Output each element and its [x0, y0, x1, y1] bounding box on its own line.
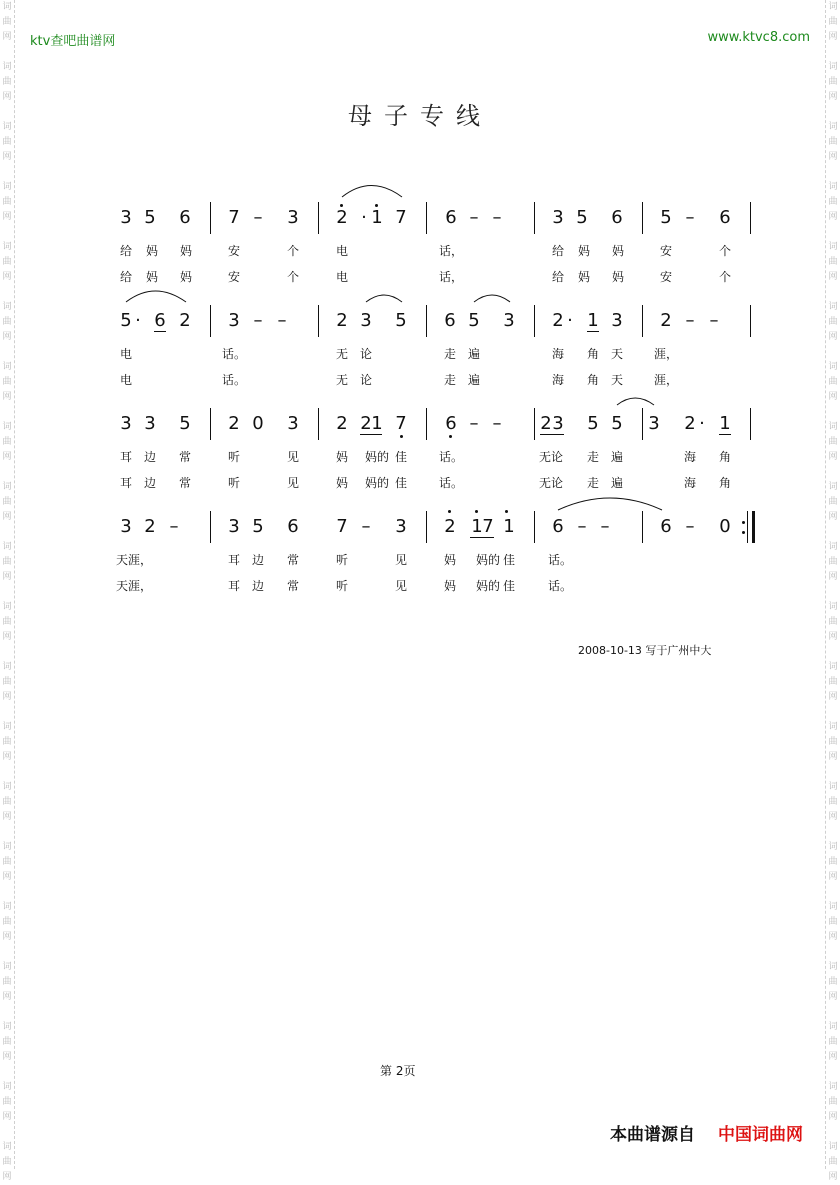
song-title: 母子专线 [348, 102, 492, 130]
lyric2-r2-8: 天 [610, 373, 624, 387]
watermark-left-14: 词 曲 网 [2, 842, 12, 882]
note-r2-7: 2 [336, 310, 348, 331]
lyric2-r4-3: 常 [286, 579, 300, 593]
lyric2-r1-4: 个 [286, 270, 300, 284]
note-r4-18: 0 [719, 516, 731, 537]
slur-row2-c [474, 295, 510, 302]
note-r4-12: 1 [503, 516, 515, 537]
note-r1-4: – [253, 207, 263, 228]
lyric1-r2-0: 电 [119, 347, 133, 361]
header-site-name: ktv查吧曲谱网 [30, 34, 116, 49]
lyric2-r2-7: 角 [586, 373, 600, 387]
lyric2-r1-6: 话， [438, 270, 464, 284]
footer-source-label: 本曲谱源自 [610, 1125, 695, 1145]
note-r2-9: 5 [395, 310, 407, 331]
note-r2-4: 3 [228, 310, 240, 331]
lyric1-r4-5: 见 [394, 553, 408, 567]
watermark-left-15: 词 曲 网 [2, 902, 12, 942]
watermark-right-2: 词 曲 网 [828, 122, 838, 162]
lyric1-r3-8: 话。 [438, 450, 464, 464]
watermark-left-17: 词 曲 网 [2, 1022, 12, 1062]
watermark-right-9: 词 曲 网 [828, 542, 838, 582]
lyric1-r1-1: 妈 [145, 244, 159, 258]
composition-note: 2008-10-13 写于广州中大 [578, 644, 712, 657]
header-site-url: www.ktvc8.com [707, 30, 810, 45]
lyric2-r3-9: 无论 [538, 476, 564, 490]
note-r2-13: 2 [552, 310, 564, 331]
watermark-left-9: 词 曲 网 [2, 542, 12, 582]
lyric2-r4-1: 耳 [227, 579, 241, 593]
lyric2-r3-12: 海 [683, 476, 697, 490]
lyric2-r1-11: 个 [718, 270, 732, 284]
watermark-right-13: 词 曲 网 [828, 782, 838, 822]
note-r3-18: 2 [684, 413, 696, 434]
note-r4-6: 7 [336, 516, 348, 537]
watermark-left-13: 词 曲 网 [2, 782, 12, 822]
watermark-right-0: 词 曲 网 [828, 2, 838, 42]
lyric2-r4-2: 边 [251, 579, 265, 593]
lyric2-r3-3: 听 [227, 476, 241, 490]
note-r1-10: 6 [445, 207, 457, 228]
watermark-left-6: 词 曲 网 [2, 362, 12, 402]
note-r1-14: 5 [576, 207, 588, 228]
watermark-right-8: 词 曲 网 [828, 482, 838, 522]
lyric1-r2-8: 天 [610, 347, 624, 361]
note-r1-11: – [469, 207, 479, 228]
lyric1-r1-6: 话， [438, 244, 464, 258]
watermark-right-18: 词 曲 网 [828, 1082, 838, 1122]
lyric1-r1-5: 电 [335, 244, 349, 258]
note-r4-2: – [169, 516, 179, 537]
slur-row2-a [126, 291, 186, 302]
note-r3-3: 2 [228, 413, 240, 434]
watermark-left-10: 词 曲 网 [2, 602, 12, 642]
watermark-left-1: 词 曲 网 [2, 62, 12, 102]
note-r3-1: 3 [144, 413, 156, 434]
lyric2-r3-11: 遍 [610, 476, 624, 490]
note-r1-17: – [685, 207, 695, 228]
note-r2-8: 3 [360, 310, 372, 331]
lyric2-r4-6: 妈 [443, 579, 457, 593]
slur-row4 [558, 498, 662, 510]
lyric2-r3-5: 妈 [335, 476, 349, 490]
watermark-left-3: 词 曲 网 [2, 182, 12, 222]
watermark-right-4: 词 曲 网 [828, 242, 838, 282]
lyric1-r2-6: 海 [551, 347, 565, 361]
lyric2-r4-8: 佳 [502, 579, 516, 593]
watermark-left-18: 词 曲 网 [2, 1082, 12, 1122]
watermark-left-8: 词 曲 网 [2, 482, 12, 522]
note-r3-20: 1 [719, 413, 731, 434]
lyric1-r3-12: 海 [683, 450, 697, 464]
lyric2-r2-9: 涯， [653, 373, 679, 387]
lyric1-r4-6: 妈 [443, 553, 457, 567]
lyric1-r1-7: 给 [551, 244, 565, 258]
note-r1-1: 5 [144, 207, 156, 228]
lyric2-r2-4: 走 [443, 373, 457, 387]
watermark-left-4: 词 曲 网 [2, 242, 12, 282]
lyric1-r4-1: 耳 [227, 553, 241, 567]
note-r1-15: 6 [611, 207, 623, 228]
lyric1-r1-10: 安 [659, 244, 673, 258]
lyric1-r1-11: 个 [718, 244, 732, 258]
lyric1-r2-5: 遍 [467, 347, 481, 361]
lyric2-r2-0: 电 [119, 373, 133, 387]
lyric2-r3-2: 常 [178, 476, 192, 490]
note-r3-19: · [699, 413, 705, 434]
note-r2-2: 6 [154, 310, 166, 331]
lyric1-r1-4: 个 [286, 244, 300, 258]
lyric2-r1-0: 给 [119, 270, 133, 284]
lyric1-r2-2: 无 [335, 347, 349, 361]
note-r1-13: 3 [552, 207, 564, 228]
note-r4-10: 1 [471, 516, 483, 537]
lyric2-r2-6: 海 [551, 373, 565, 387]
note-r4-5: 6 [287, 516, 299, 537]
lyric2-r3-10: 走 [586, 476, 600, 490]
note-r1-18: 6 [719, 207, 731, 228]
note-r4-0: 3 [120, 516, 132, 537]
page-number: 第 2页 [380, 1064, 416, 1078]
note-r4-7: – [361, 516, 371, 537]
lyric2-r3-0: 耳 [119, 476, 133, 490]
watermark-left-5: 词 曲 网 [2, 302, 12, 342]
note-r3-10: 6 [445, 413, 457, 434]
note-r4-14: – [577, 516, 587, 537]
note-r3-12: – [492, 413, 502, 434]
note-r2-16: 3 [611, 310, 623, 331]
note-r1-7: · [361, 207, 367, 228]
watermark-right-14: 词 曲 网 [828, 842, 838, 882]
note-r2-15: 1 [587, 310, 599, 331]
lyric1-r4-9: 话。 [547, 553, 573, 567]
note-r3-13: 2 [540, 413, 552, 434]
lyric2-r4-7: 妈的 [475, 579, 501, 593]
slur-row3 [617, 398, 654, 405]
note-r2-12: 3 [503, 310, 515, 331]
note-r1-8: 1 [371, 207, 383, 228]
lyric1-r1-2: 妈 [179, 244, 193, 258]
lyric1-r3-13: 角 [718, 450, 732, 464]
lyric2-r3-1: 边 [143, 476, 157, 490]
lyric2-r4-0: 天涯， [115, 579, 153, 593]
lyric2-r4-5: 见 [394, 579, 408, 593]
note-r2-0: 5 [120, 310, 132, 331]
watermark-right-3: 词 曲 网 [828, 182, 838, 222]
note-r2-1: · [135, 310, 141, 331]
note-r2-6: – [277, 310, 287, 331]
note-r3-15: 5 [587, 413, 599, 434]
note-r3-14: 3 [552, 413, 564, 434]
lyric2-r1-8: 妈 [577, 270, 591, 284]
note-r3-9: 7 [395, 413, 407, 434]
lyric2-r2-2: 无 [335, 373, 349, 387]
lyric2-r4-4: 听 [335, 579, 349, 593]
lyric1-r3-7: 佳 [394, 450, 408, 464]
note-r1-6: 2 [336, 207, 348, 228]
note-r4-3: 3 [228, 516, 240, 537]
note-r2-17: 2 [660, 310, 672, 331]
note-r2-10: 6 [444, 310, 456, 331]
note-r2-14: · [567, 310, 573, 331]
lyric2-r1-2: 妈 [179, 270, 193, 284]
slur-row1 [342, 186, 402, 198]
watermark-right-10: 词 曲 网 [828, 602, 838, 642]
lyric1-r3-3: 听 [227, 450, 241, 464]
note-r3-8: 1 [371, 413, 383, 434]
watermark-left-7: 词 曲 网 [2, 422, 12, 462]
note-r2-5: – [253, 310, 263, 331]
note-r4-15: – [600, 516, 610, 537]
lyric2-r3-7: 佳 [394, 476, 408, 490]
lyric1-r4-7: 妈的 [475, 553, 501, 567]
watermark-left-12: 词 曲 网 [2, 722, 12, 762]
lyric1-r2-9: 涯， [653, 347, 679, 361]
lyric1-r1-0: 给 [119, 244, 133, 258]
lyric2-r3-6: 妈的 [364, 476, 390, 490]
lyric2-r2-3: 论 [359, 373, 373, 387]
watermark-left-11: 词 曲 网 [2, 662, 12, 702]
lyric2-r3-4: 见 [286, 476, 300, 490]
note-r1-12: – [492, 207, 502, 228]
note-r3-16: 5 [611, 413, 623, 434]
watermark-right-17: 词 曲 网 [828, 1022, 838, 1062]
note-r2-11: 5 [468, 310, 480, 331]
note-r3-0: 3 [120, 413, 132, 434]
watermark-left-0: 词 曲 网 [2, 2, 12, 42]
watermark-right-7: 词 曲 网 [828, 422, 838, 462]
watermark-right-12: 词 曲 网 [828, 722, 838, 762]
lyric2-r1-3: 安 [227, 270, 241, 284]
note-r4-9: 2 [444, 516, 456, 537]
lyric1-r4-8: 佳 [502, 553, 516, 567]
note-r4-1: 2 [144, 516, 156, 537]
lyric2-r1-1: 妈 [145, 270, 159, 284]
lyric2-r2-1: 话。 [221, 373, 247, 387]
note-r4-17: – [685, 516, 695, 537]
lyric2-r1-5: 电 [335, 270, 349, 284]
note-r3-4: 0 [252, 413, 264, 434]
watermark-right-11: 词 曲 网 [828, 662, 838, 702]
watermark-right-19: 词 曲 网 [828, 1142, 838, 1182]
lyric2-r1-10: 安 [659, 270, 673, 284]
lyric1-r3-0: 耳 [119, 450, 133, 464]
lyric2-r2-5: 遍 [467, 373, 481, 387]
note-r3-17: 3 [648, 413, 660, 434]
note-r1-5: 3 [287, 207, 299, 228]
note-r2-19: – [709, 310, 719, 331]
note-r4-16: 6 [660, 516, 672, 537]
lyric1-r3-10: 走 [586, 450, 600, 464]
note-r1-3: 7 [228, 207, 240, 228]
watermark-right-16: 词 曲 网 [828, 962, 838, 1002]
watermark-left-16: 词 曲 网 [2, 962, 12, 1002]
note-r1-9: 7 [395, 207, 407, 228]
note-r4-8: 3 [395, 516, 407, 537]
lyric1-r4-2: 边 [251, 553, 265, 567]
watermark-right-15: 词 曲 网 [828, 902, 838, 942]
lyric1-r3-6: 妈的 [364, 450, 390, 464]
note-r3-5: 3 [287, 413, 299, 434]
lyric2-r3-13: 角 [718, 476, 732, 490]
lyric1-r4-0: 天涯， [115, 553, 153, 567]
watermark-right-6: 词 曲 网 [828, 362, 838, 402]
watermark-right-5: 词 曲 网 [828, 302, 838, 342]
note-r3-7: 2 [360, 413, 372, 434]
note-r2-3: 2 [179, 310, 191, 331]
lyric1-r2-3: 论 [359, 347, 373, 361]
note-r4-13: 6 [552, 516, 564, 537]
footer-site-name: 中国词曲网 [718, 1125, 803, 1145]
lyric1-r1-8: 妈 [577, 244, 591, 258]
lyric1-r4-3: 常 [286, 553, 300, 567]
note-r2-18: – [685, 310, 695, 331]
lyric1-r1-3: 安 [227, 244, 241, 258]
lyric1-r3-11: 遍 [610, 450, 624, 464]
lyric1-r4-4: 听 [335, 553, 349, 567]
note-r1-16: 5 [660, 207, 672, 228]
lyric1-r1-9: 妈 [611, 244, 625, 258]
lyric1-r3-1: 边 [143, 450, 157, 464]
lyric1-r2-7: 角 [586, 347, 600, 361]
lyric1-r3-4: 见 [286, 450, 300, 464]
watermark-right-1: 词 曲 网 [828, 62, 838, 102]
lyric1-r3-2: 常 [178, 450, 192, 464]
watermark-left-19: 词 曲 网 [2, 1142, 12, 1182]
note-r3-2: 5 [179, 413, 191, 434]
lyric1-r2-4: 走 [443, 347, 457, 361]
note-r1-0: 3 [120, 207, 132, 228]
note-r3-6: 2 [336, 413, 348, 434]
lyric2-r1-7: 给 [551, 270, 565, 284]
note-r3-11: – [469, 413, 479, 434]
lyric2-r4-9: 话。 [547, 579, 573, 593]
slur-row2-b [366, 295, 402, 302]
lyric1-r3-5: 妈 [335, 450, 349, 464]
lyric1-r3-9: 无论 [538, 450, 564, 464]
note-r4-11: 7 [482, 516, 494, 537]
watermark-left-2: 词 曲 网 [2, 122, 12, 162]
lyric1-r2-1: 话。 [221, 347, 247, 361]
lyric2-r3-8: 话。 [438, 476, 464, 490]
note-r4-4: 5 [252, 516, 264, 537]
note-r1-2: 6 [179, 207, 191, 228]
lyric2-r1-9: 妈 [611, 270, 625, 284]
